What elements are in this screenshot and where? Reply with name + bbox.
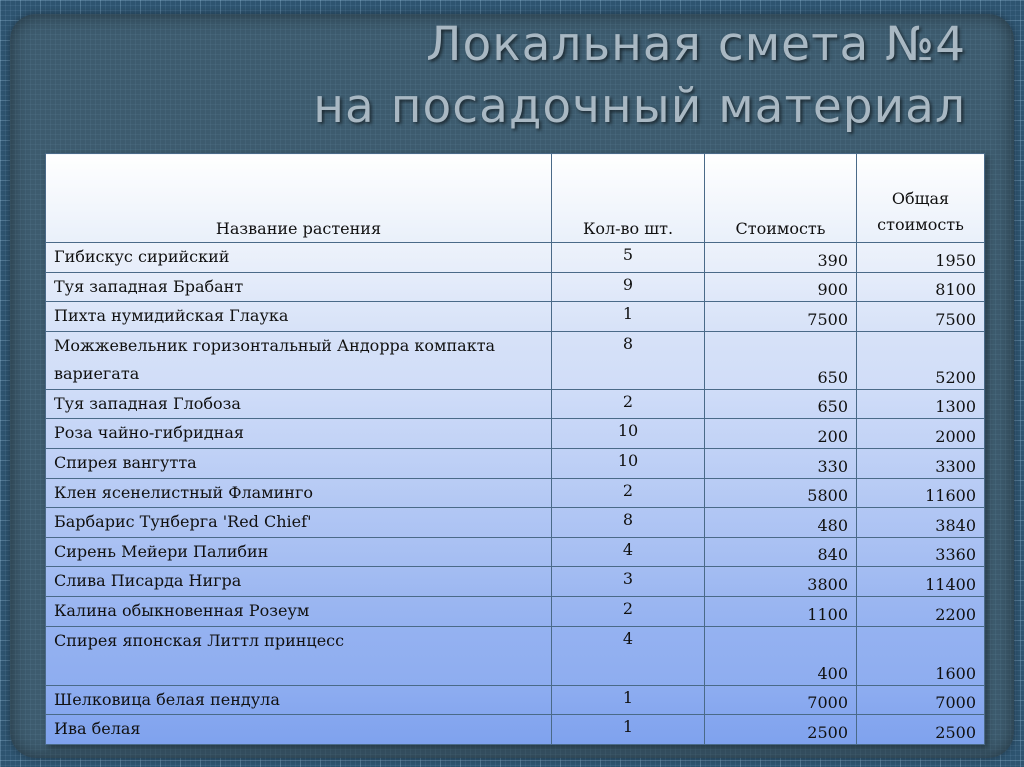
plant-name-cell: Калина обыкновенная Розеум (46, 596, 552, 626)
cost-cell: 900 (705, 272, 857, 302)
estimate-table (45, 153, 985, 745)
table-row (46, 508, 985, 538)
plant-name-cell: Шелковица белая пендула (46, 685, 552, 715)
header-quantity: Кол-во шт. (552, 154, 705, 243)
table-row (46, 685, 985, 715)
plant-name-cell: Туя западная Брабант (46, 272, 552, 302)
quantity-cell: 4 (552, 537, 705, 567)
plant-name-cell: Спирея японская Литтл принцесс (46, 626, 552, 685)
quantity-cell: 1 (552, 685, 705, 715)
header-cost: Стоимость (705, 154, 857, 243)
total-cost-cell: 5200 (857, 331, 985, 389)
cost-cell: 840 (705, 537, 857, 567)
total-cost-cell: 3360 (857, 537, 985, 567)
cost-cell: 2500 (705, 715, 857, 745)
cost-cell: 480 (705, 508, 857, 538)
plant-name-cell: Роза чайно-гибридная (46, 419, 552, 449)
table-row (46, 478, 985, 508)
quantity-cell: 2 (552, 389, 705, 419)
table-row (46, 596, 985, 626)
cost-cell: 5800 (705, 478, 857, 508)
quantity-cell: 8 (552, 331, 705, 389)
quantity-cell: 9 (552, 272, 705, 302)
plant-name-cell: Гибискус сирийский (46, 243, 552, 273)
table-row (46, 715, 985, 745)
table-row (46, 419, 985, 449)
total-cost-cell: 7500 (857, 302, 985, 332)
quantity-cell: 10 (552, 419, 705, 449)
plant-name-cell: Спирея вангутта (46, 448, 552, 478)
header-plant-name: Название растения (46, 154, 552, 243)
cost-cell: 400 (705, 626, 857, 685)
title-line-2: на посадочный материал (313, 79, 966, 134)
plant-name-cell: Клен ясенелистный Фламинго (46, 478, 552, 508)
plant-name-cell: Можжевельник горизонтальный Андорра компакта вариегата (46, 331, 552, 389)
cost-cell: 3800 (705, 567, 857, 597)
total-cost-cell: 2000 (857, 419, 985, 449)
plant-name-cell: Барбарис Тунберга 'Red Chief' (46, 508, 552, 538)
total-cost-cell: 11400 (857, 567, 985, 597)
cost-cell: 330 (705, 448, 857, 478)
quantity-cell: 2 (552, 596, 705, 626)
slide-title (313, 14, 966, 138)
table-row (46, 537, 985, 567)
cost-cell: 390 (705, 243, 857, 273)
quantity-cell: 10 (552, 448, 705, 478)
cost-cell: 7500 (705, 302, 857, 332)
cost-cell: 7000 (705, 685, 857, 715)
quantity-cell: 5 (552, 243, 705, 273)
total-cost-cell: 2200 (857, 596, 985, 626)
table-row (46, 272, 985, 302)
total-cost-cell: 1600 (857, 626, 985, 685)
quantity-cell: 1 (552, 715, 705, 745)
plant-name-cell: Туя западная Глобоза (46, 389, 552, 419)
plant-name-cell: Ива белая (46, 715, 552, 745)
quantity-cell: 3 (552, 567, 705, 597)
table-header-row (46, 154, 985, 243)
total-cost-cell: 3300 (857, 448, 985, 478)
table-row (46, 448, 985, 478)
table-row (46, 389, 985, 419)
total-cost-cell: 2500 (857, 715, 985, 745)
table-row (46, 243, 985, 273)
total-cost-cell: 3840 (857, 508, 985, 538)
plant-name-cell: Слива Писарда Нигра (46, 567, 552, 597)
table-row (46, 302, 985, 332)
cost-cell: 650 (705, 331, 857, 389)
cost-cell: 200 (705, 419, 857, 449)
quantity-cell: 2 (552, 478, 705, 508)
cost-cell: 1100 (705, 596, 857, 626)
total-cost-cell: 11600 (857, 478, 985, 508)
plant-name-cell: Сирень Мейери Палибин (46, 537, 552, 567)
quantity-cell: 1 (552, 302, 705, 332)
total-cost-cell: 1950 (857, 243, 985, 273)
quantity-cell: 4 (552, 626, 705, 685)
total-cost-cell: 1300 (857, 389, 985, 419)
table-row (46, 626, 985, 685)
quantity-cell: 8 (552, 508, 705, 538)
cost-cell: 650 (705, 389, 857, 419)
total-cost-cell: 7000 (857, 685, 985, 715)
total-cost-cell: 8100 (857, 272, 985, 302)
plant-name-cell: Пихта нумидийская Глаука (46, 302, 552, 332)
header-total-cost: Общая стоимость (857, 154, 985, 243)
table-row (46, 331, 985, 389)
title-line-1: Локальная смета №4 (426, 17, 966, 72)
table-row (46, 567, 985, 597)
